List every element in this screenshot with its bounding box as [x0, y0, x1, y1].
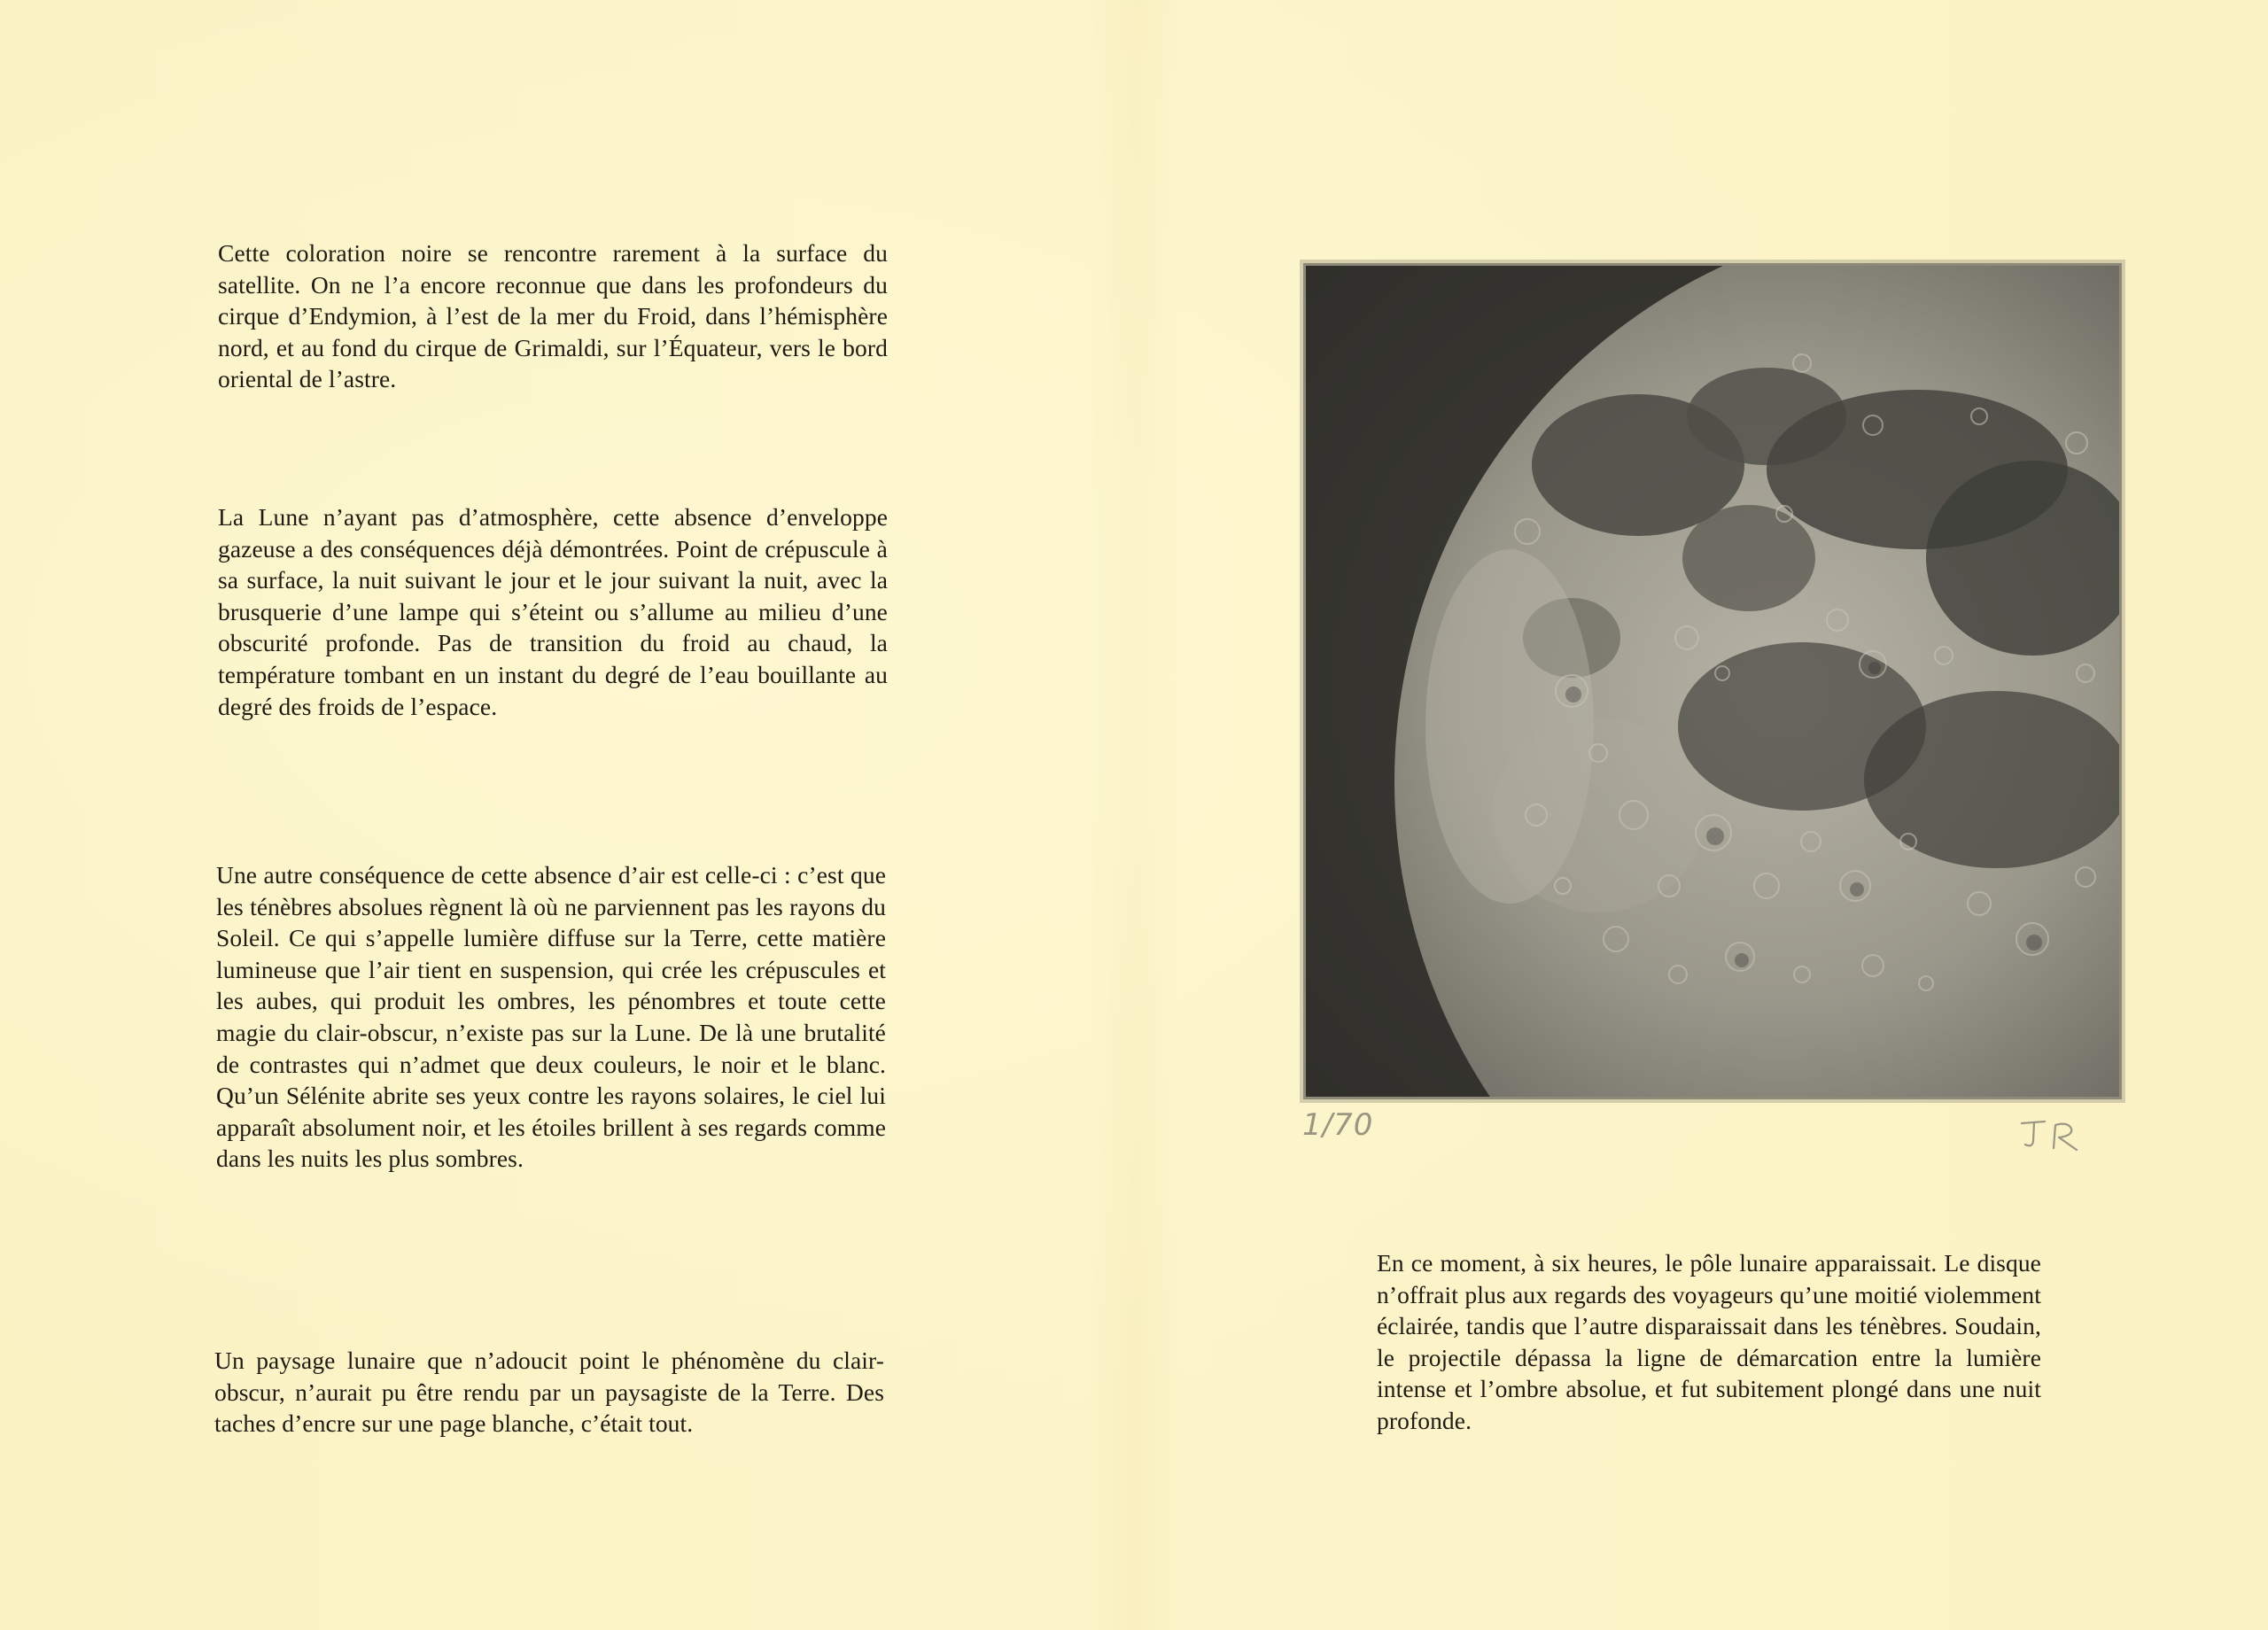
paragraph-no-atmosphere: La Lune n’ayant pas d’atmosphère, cette absence d’enveloppe gazeuse a des conséquences déjà démontrées. Point de crépuscule à sa surface, la nuit suivant le jour et le jour suivant la nuit, avec la brusquerie d’une lampe qui s’éteint ou s’allume au milieu d’une obscurité profonde. Pas de transition du froid au chaud, la température tombant en un instant du degré de l’eau bouillante au degré des froids de l’espace.	[218, 503, 888, 720]
paragraph-black-coloration: Cette coloration noire se rencontre rarement à la surface du satellite. On ne l’a encore reconnue que dans les profondeurs du cirque d’Endymion, à l’est de la mer du Froid, dans l’hémisphère nord, et au fond du cirque de Grimaldi, sur l’Équateur, vers le bord oriental de l’astre.	[218, 239, 888, 393]
edition-number: 1/70	[1302, 1107, 1374, 1143]
artist-signature-icon	[2018, 1118, 2089, 1153]
paragraph-lunar-landscape: Un paysage lunaire que n’adoucit point le phénomène du clair-obscur, n’aurait pu être rendu par un paysagiste de la Terre. Des taches d’encre sur une page blanche, c’était tout.	[214, 1347, 884, 1438]
moon-engraving-plate	[1306, 266, 2119, 1097]
moon-engraving-icon	[1306, 266, 2119, 1097]
paragraph-lunar-pole: En ce moment, à six heures, le pôle lunaire apparaissait. Le disque n’offrait plus aux regards des voyageurs qu’une moitié violemment éclairée, tandis que l’autre disparaissait dans les ténèbres. Soudain, le projectile dépassa la ligne de démarcation entre la lumière intense et l’ombre absolue, et fut subitement plongé dans une nuit profonde.	[1377, 1249, 2041, 1434]
paragraph-absolute-darkness: Une autre conséquence de cette absence d’air est celle-ci : c’est que les ténèbres absolues règnent là où ne parviennent pas les rayons du Soleil. Ce qui s’appelle lumière diffuse sur la Terre, cette matière lumineuse que l’air tient en suspension, qui crée les crépuscules et les aubes, qui produit les ombres, les pénombres et toute cette magie du clair-obscur, n’existe pas sur la Lune. De là une brutalité de contrastes qui n’admet que deux couleurs, le noir et le blanc. Qu’un Sélénite abrite ses yeux contre les rayons solaires, le ciel lui apparaît absolument noir, et les étoiles brillent à ses regards comme dans les nuits les plus sombres.	[216, 861, 886, 1173]
